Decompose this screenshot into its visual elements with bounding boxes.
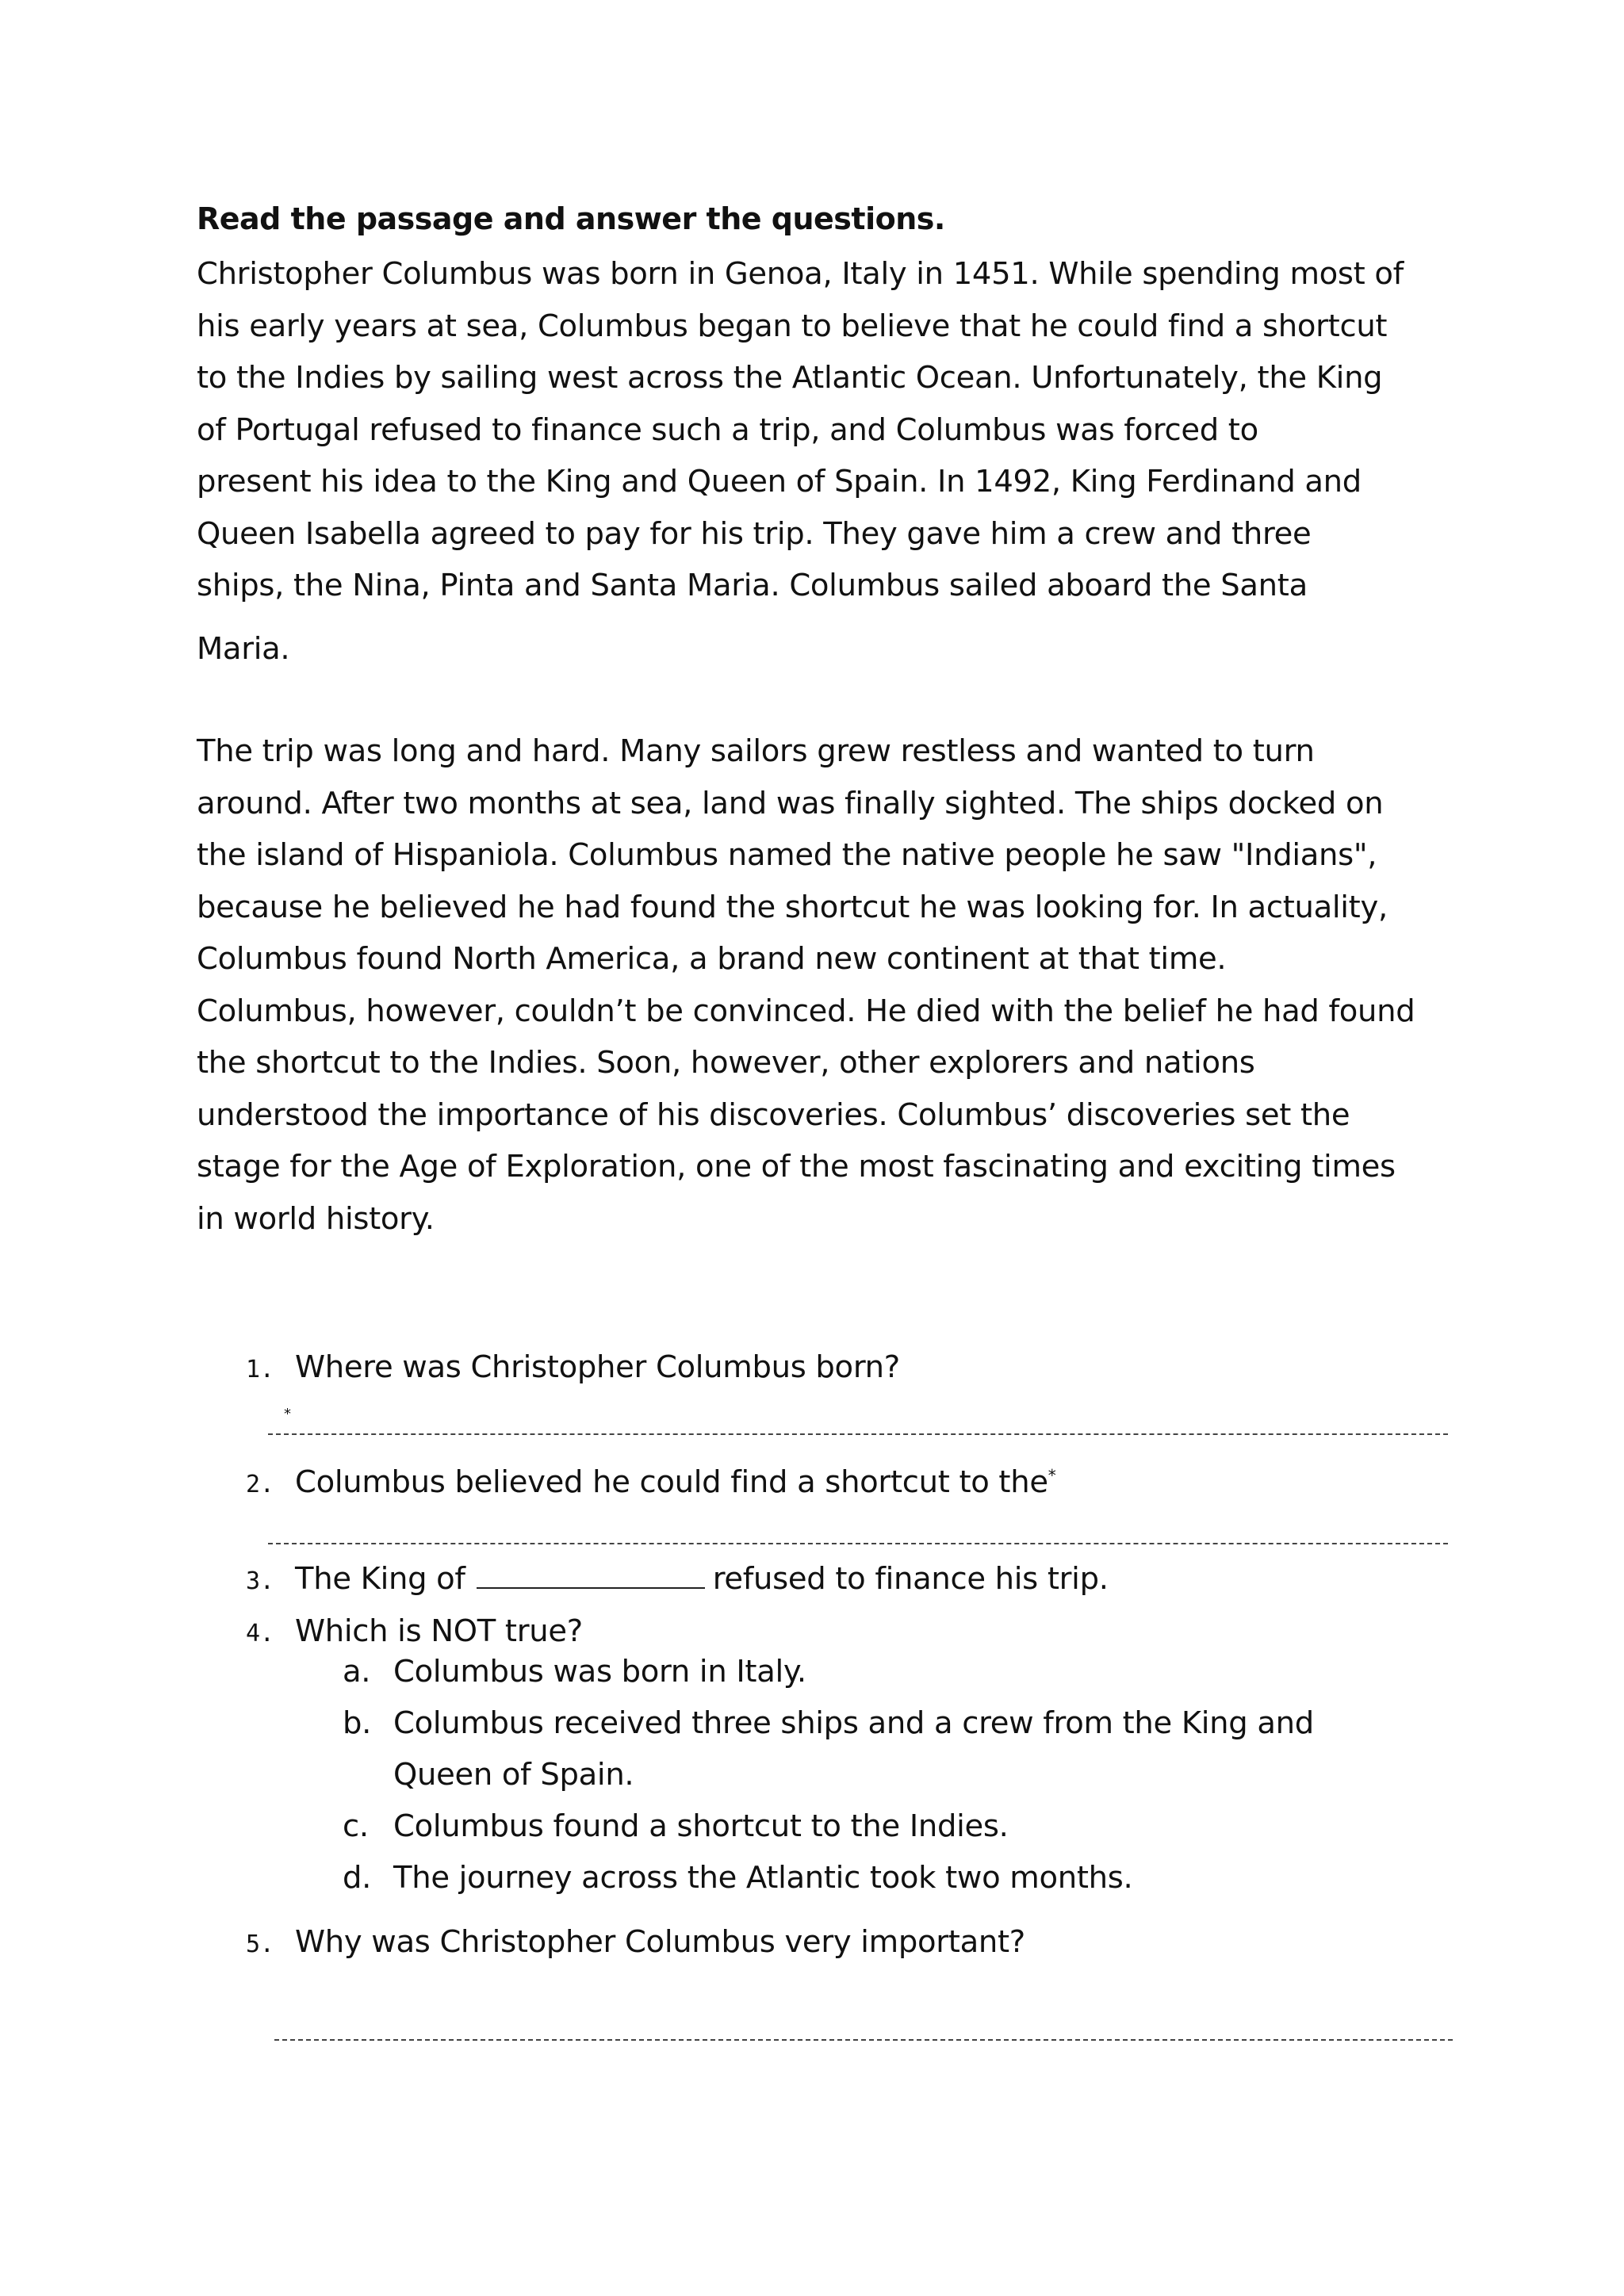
option-text: Columbus found a shortcut to the Indies. <box>393 1808 1009 1844</box>
question-5 <box>246 1923 1025 1965</box>
question-text-before: The King of <box>295 1561 465 1597</box>
passage-paragraph-2 <box>197 725 1450 1245</box>
question-2 <box>246 1456 1055 1505</box>
answer-line-5[interactable] <box>274 2039 1453 2041</box>
passage-line: The trip was long and hard. Many sailors grew restless and wanted to turn <box>197 733 1315 769</box>
passage-line: of Portugal refused to finance such a trip, and Columbus was forced to <box>197 411 1258 448</box>
question-text: Why was Christopher Columbus very important? <box>295 1924 1025 1960</box>
question-text: Which is NOT true? <box>295 1613 583 1649</box>
passage-line: in world history. <box>197 1200 435 1237</box>
passage-line: because he believed he had found the shortcut he was looking for. In actuality, <box>197 889 1388 925</box>
passage-line: Christopher Columbus was born in Genoa, Italy in 1451. While spending most of <box>197 256 1404 292</box>
passage-line: around. After two months at sea, land was finally sighted. The ships docked on <box>197 785 1384 821</box>
question-number: 2. <box>246 1470 274 1498</box>
option-b[interactable] <box>343 1697 1314 1800</box>
question-number: 5. <box>246 1931 274 1958</box>
answer-line-2[interactable] <box>268 1543 1448 1544</box>
passage-line: Columbus, however, couldn’t be convinced. He died with the belief he had found <box>197 993 1415 1029</box>
answer-line-1[interactable] <box>268 1433 1448 1435</box>
passage-line: Maria. <box>197 630 290 667</box>
question-text: Columbus believed he could find a shortcut to the <box>295 1464 1048 1500</box>
passage-line: understood the importance of his discoveries. Columbus’ discoveries set the <box>197 1096 1350 1133</box>
question-3 <box>246 1559 1109 1601</box>
passage-line: ships, the Nina, Pinta and Santa Maria. Columbus sailed aboard the Santa <box>197 568 1308 603</box>
passage-line: the island of Hispaniola. Columbus named the native people he saw "Indians", <box>197 837 1377 873</box>
star-mark: * <box>284 1406 291 1422</box>
option-text: Columbus received three ships and a crew from the King and <box>393 1705 1314 1741</box>
passage-line: Columbus found North America, a brand new continent at that time. <box>197 941 1227 977</box>
question-number: 1. <box>246 1356 274 1383</box>
option-d[interactable] <box>343 1852 1132 1904</box>
option-letter: d. <box>343 1860 372 1896</box>
star-mark: * <box>1048 1466 1056 1485</box>
option-text: Columbus was born in Italy. <box>393 1654 806 1689</box>
option-letter: b. <box>343 1705 372 1741</box>
passage-line: his early years at sea, Columbus began to believe that he could find a shortcut <box>197 308 1388 344</box>
option-text-continued: Queen of Spain. <box>393 1757 634 1793</box>
option-a[interactable] <box>343 1646 806 1697</box>
question-text: Where was Christopher Columbus born? <box>295 1349 900 1385</box>
question-number: 4. <box>246 1620 274 1647</box>
option-letter: c. <box>343 1808 369 1844</box>
option-letter: a. <box>343 1654 371 1689</box>
instructions-heading: Read the passage and answer the questions. <box>197 201 945 236</box>
passage-line: to the Indies by sailing west across the Atlantic Ocean. Unfortunately, the King <box>197 360 1383 396</box>
passage-line: the shortcut to the Indies. Soon, however, other explorers and nations <box>197 1045 1255 1081</box>
question-text-after: refused to finance his trip. <box>712 1561 1109 1597</box>
passage-line: stage for the Age of Exploration, one of the most fascinating and exciting times <box>197 1149 1396 1184</box>
option-c[interactable] <box>343 1800 1009 1852</box>
option-text: The journey across the Atlantic took two months. <box>393 1860 1133 1896</box>
passage-line: present his idea to the King and Queen of Spain. In 1492, King Ferdinand and <box>197 464 1362 499</box>
question-number: 3. <box>246 1567 274 1595</box>
passage-paragraph-1 <box>197 248 1450 675</box>
question-1 <box>246 1348 900 1390</box>
passage-line: Queen Isabella agreed to pay for his trip. They gave him a crew and three <box>197 515 1312 552</box>
fill-in-blank[interactable] <box>477 1562 705 1589</box>
